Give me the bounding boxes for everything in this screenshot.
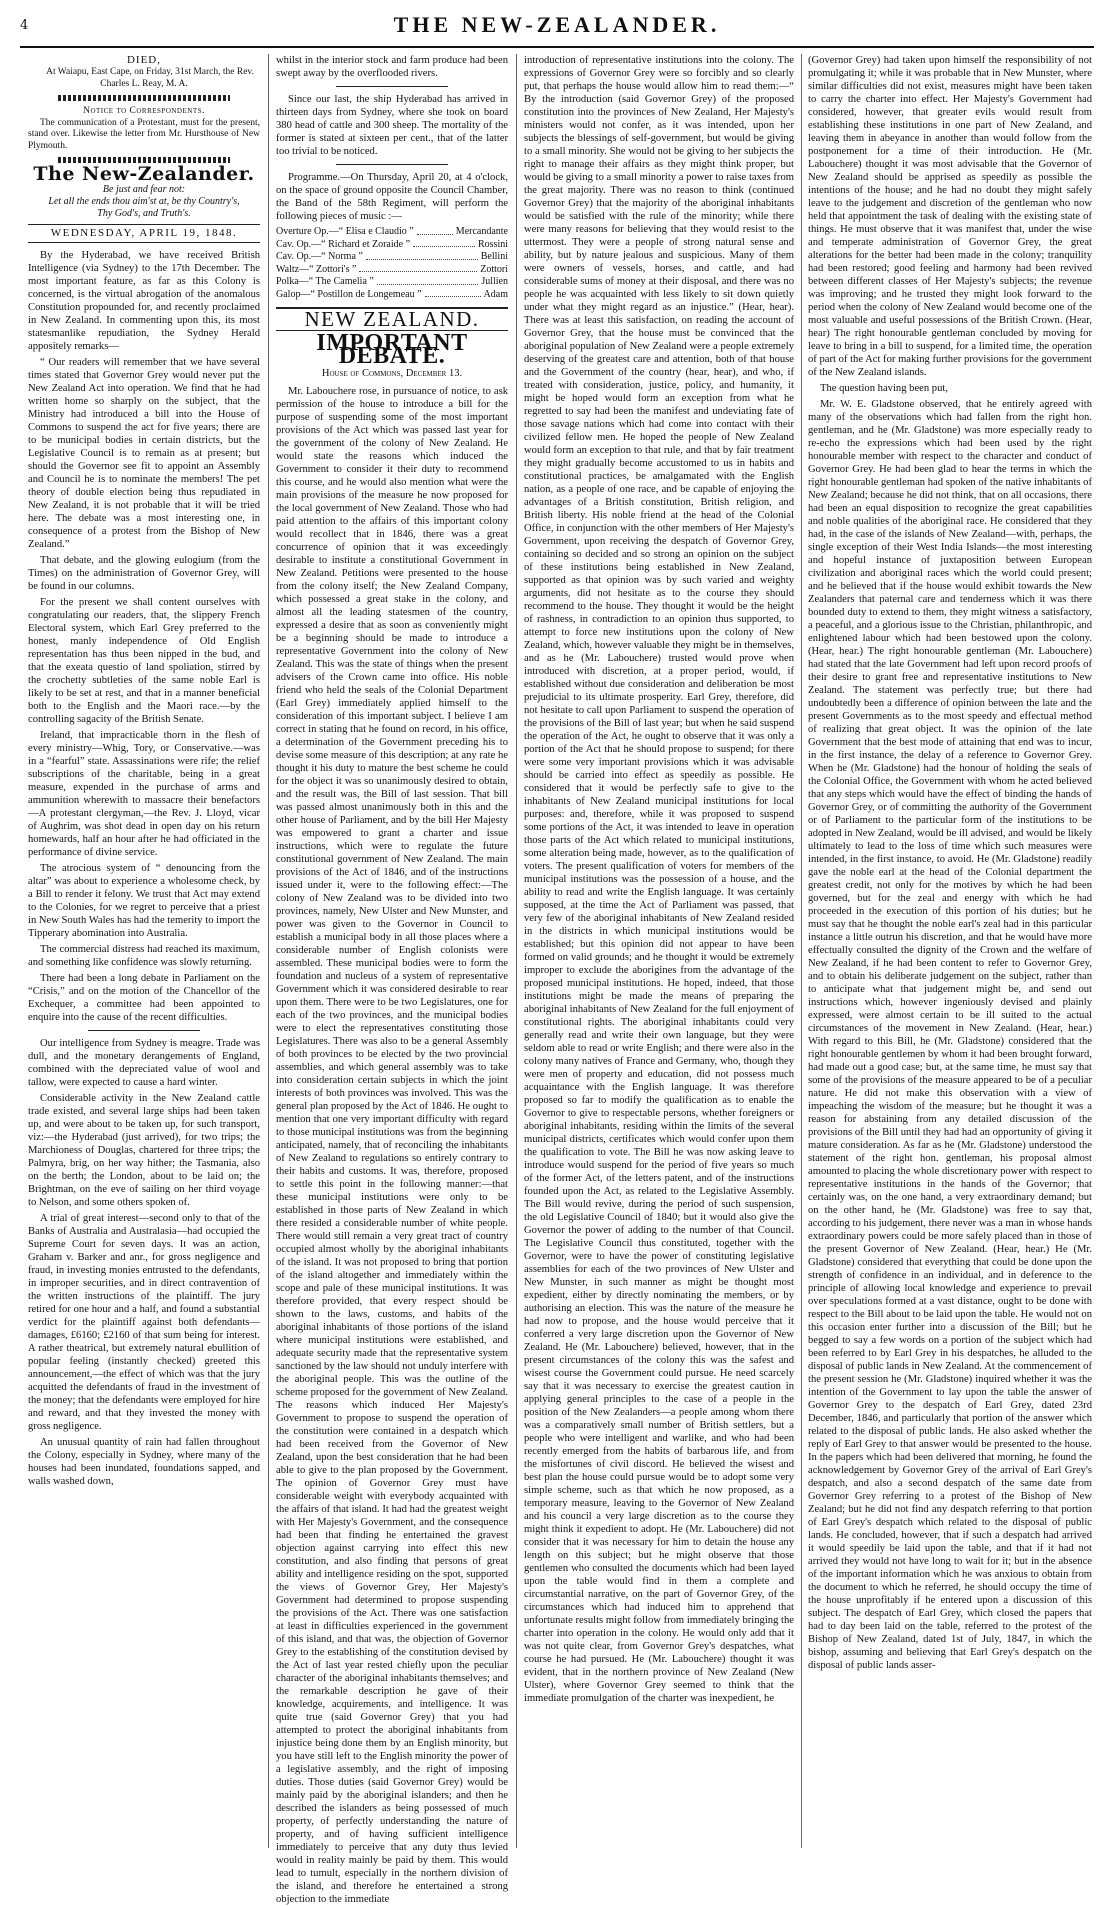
article-dateline: House of Commons, December 13. bbox=[321, 368, 463, 379]
masthead bbox=[20, 6, 1094, 48]
programme-piece: Polka—“ The Camelia ” bbox=[276, 276, 374, 287]
section-rule bbox=[336, 86, 448, 87]
died-heading: DIED, bbox=[126, 54, 162, 66]
programme-item bbox=[276, 264, 508, 277]
programme-piece: Overture Op.—“ Elisa e Claudio ” bbox=[276, 226, 414, 237]
paper-name-heading: The New-Zealander. bbox=[33, 163, 255, 185]
newspaper-title: THE NEW-ZEALANDER. bbox=[393, 12, 721, 37]
column-divider bbox=[268, 54, 269, 1848]
programme-item bbox=[276, 276, 508, 289]
programme-piece: Waltz—“ Zottori's ” bbox=[276, 263, 357, 275]
article-paragraph: A trial of great interest—second only to that of the Banks of Australia and Australasia—had occupied the Supreme Court for seven days. It was an action, Graham v. Barker and anr., for gross negligence and fraud, in investing monies entrusted to the defendants, in improper securities, and in direct contravention of the written instructions of the plaintiff. The jury retired for one hour and a half, and found a substantial verdict for the plaintiff against both defendants—damages, £6160; £2160 of that sum being for interest. A rather theatrical, but extremely natural ebullition of popular feeling (instantly checked) greeted this announcement,—the effect of which was that the jury acquitted the defendants of fraud in the investment of the money; that the defendants were employed for hire and reward, and that they invested the money with gross negligence. bbox=[28, 1213, 260, 1432]
column-3 bbox=[524, 54, 794, 1850]
column-4 bbox=[808, 54, 1092, 1850]
article-paragraph: The commercial distress had reached its maximum, and something like confidence was slowly returning. bbox=[28, 944, 260, 968]
section-rule bbox=[336, 164, 448, 165]
article-paragraph: Ireland, that impracticable thorn in the flesh of every ministry—Whig, Tory, or Conservative.—was in a “fearful” state. Assassinations were rife; the relief subscriptions of the charitable, being in a great measure, expended in the purchase of arms and ammunition wherewith to massacre their benefactors—A protestant clergyman,—the Rev. J. Lloyd, vicar of Aughrim, was shot dead in open day on his return homewards, half an hour after he had officiated in the performance of divine service. bbox=[28, 730, 260, 858]
motto-line: Thy God's, and Truth's. bbox=[97, 208, 191, 219]
article-paragraph: “ Our readers will remember that we have several times stated that Governor Grey would never put the New Zealand Act into operation. We find that he had written home so sharply on the subject, that the Ministry had introduced a bill into the House of Commons to suspend the act for five years; there are to be municipal bodies in certain districts, but the Legislative Council is to remain as at present; but should the Governor see fit to appoint an Assembly and Council he is to nominate the members! The pet theory of double election being thus repudiated in New Zealand, it is not probable that it will be tried here. The debate was a most interesting one, in consequence of a protest from the Bishop of New Zealand.” bbox=[28, 357, 260, 550]
motto-line: Be just and fear not: bbox=[102, 184, 186, 195]
column-1 bbox=[28, 54, 260, 1850]
article-paragraph: Since our last, the ship Hyderabad has arrived in thirteen days from Sydney, where she took on board 380 head of cattle and 300 sheep. The mortality of the former is stated at sixteen per cent., that of the latter too trivial to be noticed. bbox=[276, 94, 508, 157]
article-paragraph: That debate, and the glowing eulogium (from the Times) on the administration of Governor Grey, will be found in our columns. bbox=[28, 555, 260, 592]
programme-composer: Rossini bbox=[477, 238, 508, 250]
article-paragraph: The question having been put, bbox=[820, 383, 948, 394]
programme-piece: Cav. Op.—“ Richard et Zoraide ” bbox=[276, 238, 411, 250]
article-paragraph: There had been a long debate in Parliament on the “Crisis,” and on the motion of the Chancellor of the Exchequer, a committee had been appointed to enquire into the cause of the recent difficulties. bbox=[28, 973, 260, 1023]
programme-item bbox=[276, 239, 508, 252]
article-paragraph: Considerable activity in the New Zealand cattle trade existed, and several large ships had been taken up, and were about to be taken up, for such transport, viz:—the Hyderabad (just arrived), for two trips; the Marchioness of Douglas, chartered for three trips; the Palmyra, brig, on her way hither; the Tasmania, also on the berth; the London, about to be laid on; the Brightman, on the eve of sailing on her third voyage to Nelson, and some others spoken of. bbox=[28, 1093, 260, 1208]
column-divider bbox=[801, 54, 802, 1848]
programme-intro: Programme.—On Thursday, April 20, at 4 o'clock, on the space of ground opposite the Council Chamber, the Band of the 58th Regiment, will perform the following pieces of music :— bbox=[276, 172, 508, 222]
article-paragraph: For the present we shall content ourselves with congratulating our readers, that, the slippery French Electoral system, which Earl Grey preferred to the honest, manly independence of Old English representation has thus been nipped in the bud, and that the exeata questio of land spoliation, stirred by the crochetty subtleties of the same noble Earl is likely to be set at rest, and that in a manner beneficial both to the English and the Maori race.—by the controlling sagacity of the British Senate. bbox=[28, 597, 260, 725]
programme-composer: Zottori bbox=[480, 263, 508, 275]
article-paragraph: By the Hyderabad, we have received British Intelligence (via Sydney) to the 17th December. The most important feature, as far as this Colony is concerned, is the virtual abrogation of the anomalous Constitution propounded for, and recently proclaimed in New Zealand. In commenting upon this, its most statesmanlike repudiation, the Sydney Herald appositely remarks— bbox=[28, 250, 260, 352]
article-paragraph: The atrocious system of “ denouncing from the altar” was about to experience a wholesome check, by a Bill to render it felony. We trust that Act may extend to the Colonies, for we regret to perceive that a priest in New South Wales has had the temerity to import the Tipperary abomination into Australia. bbox=[28, 863, 260, 939]
column-divider bbox=[516, 54, 517, 1848]
programme-item bbox=[276, 251, 508, 264]
programme-composer: Jullien bbox=[481, 276, 508, 287]
article-paragraph: Mr. Labouchere rose, in pursuance of notice, to ask permission of the house to introduce a bill for the purpose of suspending some of the most important provisions of the Act which was passed last year for the government of the colony of New Zealand. He would state the reasons which induced the Government to consider it their duty to recommend this course, and he would also mention what were the main provisions of the measure he now proposed for the local government of New Zealand. Those who had paid attention to the affairs of this important colony would recollect that in 1846, there was a great concurrence of opinion that it was exceedingly desirable to institute a constitutional Government in New Zealand. Petitions were presented to the house from the colony itself; the New Zealand Company, which possessed a great stake in the colony, and almost all the leading statesmen of the country, expressed a desire that as soon as conveniently might be a beginning should be made to introduce a representative Government into the colony of New Zealand. This was the state of things when the present advisers of the Crown came into office. His noble friend who held the seals of the Colonial Department (Earl Grey) immediately applied himself to the consideration of this important subject. I believe I am correct in stating that he found on record, in his office, a determination of the Government preceding his to devise some measure of this description; at any rate he thought it his duty to mature the best scheme he could for the object it was so unanimously desired to obtain, and the result was, the Bill of last session. That bill was passed almost unanimously both in this and the other house of Parliament, and by the bill Her Majesty was empowered to grant a charter and issue instructions, which were to regulate the future constitutional government of New Zealand. The main provisions of the Act of 1846, and of the instructions issued under it, were to the following effect:—The colony of New Zealand was to be divided into two provinces, namely, New Ulster and New Munster, and power was given to the Governor in Council to establish a municipal body in all those places where a considerable number of English colonists were assembled. These municipal bodies were to form the foundation and nucleus of a system of representative Government which it was considered desirable to rear upon them. There were to be two Legislatures, one for each of the two provinces, and the municipal bodies were to elect the representatives constituting those Legislatures. There was also to be a general Assembly of both provinces to be elected by the two provincial assemblies, and which general assembly was to take into consideration certain subjects in which the joint interests of both provinces was involved. This was the general plan proposed by the Act of 1846. He ought to mention that one very important difficulty with regard to those municipal institutions was from the beginning anticipated, namely, that of reconciling the inhabitants of New Zealand to regulations so entirely contrary to their habits and customs. It was, therefore, proposed to settle this point in the following manner:—that these municipal institutions were only to be established in those parts of New Zealand in which there resided a considerable number of white people. There would still remain a very great tract of country occupied almost wholly by the aboriginal inhabitants of the island. It was not proposed to bring that portion of the island altogether and immediately within the scope and pale of these municipal institutions. It was therefore provided, that every respect should be shown to the laws, customs, and habits of the aboriginal inhabitants of those portions of the island where municipal institutions were established, and adequate security made that the representative system sanctioned by the law should not unduly interfere with the aboriginal people. This was the outline of the scheme proposed for the government of New Zealand. The reasons which induced Her Majesty's Government to propose to suspend the operation of the constitution were contained in a despatch which had been received from the Governor of New Zealand, upon the best consideration that he had been able to give to the plan proposed by the Government. The opinion of Governor Grey must have considerable weight with everybody acquainted with the affairs of that island. It had had the greatest weight with Her Majesty's Government, and the consequence had been that finding he entertained the gravest objection against carrying into effect this new constitution, and also finding that persons of great ability and intelligence residing on the spot, supported the views of Governor Grey, Her Majesty's Government had determined to propose suspending the provisions of the Act. There was one satisfaction at least in difficulties experienced in the government of this island, and that was, the objection of Governor Grey to the establishing of the constitution devised by the Act of last year rested chiefly upon the peculiar character of the aboriginal inhabitants themselves; and the remarkable description he gave of their knowledge, acquirements, and intelligence. It was quite true (said Governor Grey) that you had attempted to protect the aboriginal inhabitants from injustice being done them by an English minority, but you have still left to the English minority the power of a legislative assembly, and the right of imposing duties. Those duties (said Governor Grey) would be mainly paid by the aboriginal islanders; and then he described the islanders as being possessed of much property, of perfectly understanding the nature of property, and of having sufficient intelligence immediately to perceive that any duty thus levied would in reality mainly be paid by them. This would lead to tumult, especially in the northern division of the island, and therefore he entertained a strong objection to the immediate bbox=[276, 386, 508, 1905]
article-paragraph: Mr. W. E. Gladstone observed, that he entirely agreed with many of the observations which had fallen from the right hon. gentleman, and he (Mr. Gladstone) was more especially ready to re-echo the expressions which had been used by the right honourable member with respect to the character and conduct of Governor Grey. He had been glad to hear the terms in which the right honourable gentleman had spoken of the native inhabitants of New Zealand; because he did not think, that on all occasions, there had been an equal disposition to recognize the great capabilities and noble qualities of the aboriginal race. He considered that they had, in the case of the islands of New Zealand—with, perhaps, the single exception of their West India Islands—the most interesting and hopeful instance of juxtaposition between European civilization and aboriginal races which the world could present; and he believed that if the house would exhibit towards the New Zealanders that paternal care and tenderness which it was there bounded duty to extend to them, they might witness a satisfactory, a peaceful, and a glorious issue to the Christian, philanthropic, and enlightened labour which had been bestowed upon the colony. (Hear, hear.) The right honourable gentleman (Mr. Labouchere) had stated that the late Government had left upon record proofs of their desire to grant free and representative institutions to New Zealand. The statement was perfectly true; but there had undoubtedly been a difference of opinion between the late and the present Governments as to the most speedy and effectual method of realizing that great object. It was the opinion of the late Government that the best mode of attaining that end was to incur, in the first instance, the delay of a reference to Governor Grey. When he (Mr. Gladstone) had the honour of holding the seals of the Colonial Office, the Government with whom he acted believed that any steps which would have the effect of binding the hands of Governor Grey, or of committing the authority of the Government or of Parliament to the particular form of the institutions to be adopted in New Zealand, would be ill advised, and would be likely ultimately to lead to the loss of time which such measures were intended, in the first instance, to avoid. He (Mr. Gladstone) readily gave the noble earl at the head of the Colonial department the greatest credit, not only for the motives by which he had been governed, but for the zeal and energy with which he had proceeded in the execution of this portion of his duties; but he must say that he thought the noble earl's zeal had in this particular instance a little outrun his discretion, and that he would have more effectually consulted the dignity of the Crown and the welfare of New Zealand, if he had been content to refer to Governor Grey, and to obtain his deliberate judgement on the subject, rather than to anticipate what that judgement might be, and send out instructions which, however ingeniously devised and plainly expressed, were almost certain to be ill suited to the actual circumstances of the movement in New Zealand. (Hear, hear.) With regard to this Bill, he (Mr. Gladstone) considered that the right honourable gentlemen by whom it had been brought forward, had made out a good case; but, at the same time, he must say that some of the provisions of the measure appeared to be of a peculiar nature. He did not make this observation with a view of impeaching the wisdom of the measure; but he thought it was a reason for abstaining from any detailed discussion of the provisions of the Bill until they had had an opportunity of giving it mature consideration. As far as he (Mr. Gladstone) understood the statement of the right hon. gentleman, his proposal almost amounted to placing the whole discretionary power with respect to representative institutions in the hands of the Governor; that certainly was, on the one hand, a very extraordinary demand; but on the other hand, he (Mr. Gladstone) was free to say that, according to his judgement, there never was a man in whose hands extraordinary powers could be more safely placed than in those of the present Governor of New Zealand. (Hear, hear.) He (Mr. Gladstone) considered that everything that could be done upon the strength of confidence in an individual, and in deference to the principle of allowing local knowledge and experience to prevail over speculations formed at a vast distance, ought to be done with respect to the Bill about to be laid upon the table. He would not on this occasion enter further into a discussion of the Bill; but he begged to say a few words on a portion of the subject which had been referred to by Earl Grey in his despatches, he alluded to the disposal of public lands in New Zealand. At the commencement of the present session he (Mr. Gladstone) inquired whether it was the intention of the Government to lay upon the table the answer of Governor Grey to the despatch of Earl Grey, dated 23rd December, 1846, and particularly that portion of the answer which related to the disposal of public lands. He also asked whether the reply of Earl Grey to that answer would be presented to the house. In the papers which had been delivered that morning, he found the acknowledgement by Governor Grey of the arrival of Earl Grey's despatch, and also a second despatch of the same date from Governor Grey referring to a protest of the Bishop of New Zealand; but he did not find any despatch referring to that portion of Earl Grey's despatch which related to the disposal of public lands. He concluded, however, that if such a despatch had arrived it would speedily be laid upon the table, and that if it had not arrived they would not have long to wait for it; but in the absence of the important information which he was anxious to obtain from the document to which he referred, he should occupy the time of the house unprofitably if he entered upon a discussion of this subject. The despatch of Earl Grey, which closed the papers that had to day been laid on the table, referred to the protest of the Bishop of New Zealand, dated 1st of July, 1847, in which the bishop, assuming and believing that Earl Grey's despatch on the disposal of public lands asser- bbox=[808, 399, 1092, 1671]
article-paragraph: (Governor Grey) had taken upon himself the responsibility of not promulgating it; while it was probable that in New Munster, where similar difficulties did not exist, measures might have been taken to carry the charter into effect. Her Majesty's Government had considered, however, that greater evils would result from establishing these institutions in one part of New Zealand, and leaving them in abeyance in another than would follow from the postponement for a time of their introduction. He (Mr. Labouchere) thought it was most advisable that the Governor of New Zealand should be apprised as speedily as possible the intentions of the house; and he had no doubt they might safely leave to the judgement and discretion of the gentleman who now held that appointment the task of dealing with the existing state of things. He must observe that it was manifest that, under the wise and temperate administration of Governor Grey, the great alterations for the better had been made in the colony; tranquility had been restored; good feeling and harmony had been revived between different classes of Her Majesty's subjects; the revenue was improving; and he trusted they might look forward to the period when the colony of New Zealand would become one of the most valuable and useful possessions of the British Crown. (Hear, hear) The right honourable gentleman concluded by moving for leave to bring in a bill to suspend, for a limited time, the operation of part of the Act for making further provisions for the government of the New Zealand islands. bbox=[808, 55, 1092, 378]
section-rule bbox=[88, 1030, 200, 1031]
programme-composer: Bellini bbox=[480, 251, 508, 262]
page-number: 4 bbox=[20, 18, 29, 33]
article-paragraph: introduction of representative institutions into the colony. The expressions of Governor Grey were so forcibly and so clearly put, that perhaps the house would allow him to read them:—“ By the introduction (said Governor Grey) of the proposed constitution into the provinces of New Zealand, Her Majesty's ministers would not confer, as it was intended, upon her subjects the blessings of self-government, but would be giving to a small minority. She would not be giving to her subjects the right to manage their affairs as they might think proper, but would be giving to a small minority a power to raise taxes from the great majority. There was no reason to think (continued Governor Grey) that the majority of the aboriginal inhabitants would be satisfied with the rule of the minority; while there were many reasons for believing that they would resist to the uttermost. They were a people of strong natural sense and ability, but by nature jealous and suspicious. Many of them were owners of vessels, horses, and cattle, and had considerable sums of money at their disposal, and there was no people he was acquainted with less likely to sit down quietly under what they might regard as an injustice.” (Hear, hear). There was at least this satisfaction, on reading the account of Governor Grey, that the house must be convinced that the aboriginal population of New Zealand were a people extremely deserving of the greatest care and attention, both of that house and the Government of the country (hear, hear), and who, if treated with consideration, justice, policy, and humanity, it might be hoped would form an exception from what he regretted to say had been the manifest and undeviating fate of those savage nations which had come into contact with their civilized fellow men. He hoped the people of New Zealand would form an exception to that rule, and that by fair treatment they might gradually become accustomed to us in habits and constitutional practices, be amalgamated with the English nation, as a people of one race, and be capable of enjoying the advantages of a British constitution, British religion, and British liberty. His noble friend at the head of the Colonial Office, in conjunction with the other members of Her Majesty's Government, upon receiving the despatch of Governor Grey, containing so decided and so strong an opinion on the subject of these institutions being established in New Zealand, supported as that opinion was by such varied and weighty arguments, did not hesitate as to the course they should recommend to the house. They thought it would be the height of rashness, in contradiction to an opinion thus supported, to attempt to force new institutions upon the colony of New Zealand, which, however valuable they might be in themselves, and as he (Mr. Labouchere) trusted would prove when introduced with discretion, at a proper period, would, if established without due consideration and deliberation be most prejudicial to its ultimate prosperity. Earl Grey, therefore, did not hesitate to call upon Parliament to suspend the operation of the provisions of the Bill of last year; but when he said suspend the operation of the Act, he ought to observe that it was only a portion of the Act that he should propose to suspend; for there were some very important provisions which it was advisable should be carried into effect as speedily as possible. He considered that it would be perfectly safe to give to the inhabitants of New Zealand municipal institutions for local purposes: and, therefore, while it was proposed to suspend some portions of the Act, it was intended to leave in operation those parts of the Act which related to municipal institutions, some alteration being made, however, as to the qualification of voters. The present qualification of voters for members of the municipal institutions was the possession of a house, and the ability to read and write the English language. It was certainly supposed, at the time the Act of Parliament was passed, that very few of the aboriginal inhabitants of New Zealand resided in the districts in which municipal institutions would be established; but this opinion did not appear to have been formed on valid grounds; and he thought it would be extremely improper to exclude the aborigines from the advantage of the proposed municipal institutions. He hoped, indeed, that those institutions might be made the means of preparing the aboriginal inhabitants of New Zealand for the full enjoyment of constitutional rights. The aboriginal inhabitants could very generally read and write their own language, but they were seldom able to read or write English; and there were also in the colony many natives of France and Germany, who, though they were men of property and education, did not possess much acquaintance with the English language. It was therefore proposed so far to modify the qualification as to enable the Governor to give to respectable persons, whether foreigners or aboriginal inhabitants, residing within the limits of the several municipal districts, certificates which would confer upon them the qualification to vote. The Bill he was now asking leave to introduce would suspend for the period of five years so much of the former Act, of the letters patent, and of the instructions founded upon the Act, as related to the Legislative Assembly. The Bill would revive, during the period of such suspension, the old Legislative Council of 1840; but it would also give the Governor the power of adding to the number of that Council. The Legislative Council thus constituted, together with the Governor, were to have the power of constituting legislative assemblies for each of the two provinces of New Ulster and New Munster, in such manner as might be thought most expedient, either by directly nominating the members, or by authorising an election. This was the nature of the measure he had now to propose, and the house would perceive that it conferred a very large discretion upon the Governor of New Zealand. He (Mr. Labouchere) believed, however, that in the present circumstances of the colony this was the safest and wisest course the Government could pursue. He need scarcely say that it was necessary to exercise the greatest caution in applying general principles to the case of a people in the position of the New Zealanders—a people among whom there was a comparatively small number of British settlers, but a people who were intelligent and warlike, and who had been recently emerged from the habits of barbarous life, and from the misfortunes of civil discord. He believed the wisest and best plan the house could pursue would be to adopt some very simple scheme, such as that which he now proposed, as a temporary measure, leaving to the Governor of New Zealand and his council a very large discretion as to the course they might think it expedient to adopt. He (Mr. Labouchere) did not consider that it was necessary for him to detain the house any length on this subject; but he might observe that those gentlemen who consulted the documents which had been layed upon the table would find in them a complete and circumstantial narrative, on the part of Governor Grey, of the circumstances which had induced him to apprehend that unfortunate results might follow from immediately bringing the charter into operation in the colony. He would only add that it was not quite clear, from Governor Grey's despatches, what course he had pursued. He (Mr. Labouchere) thought it was evident, that in the northern province of New Zealand (New Ulster), where Governor Grey seemed to think that the immediate promulgation of the charter was inexpedient, he bbox=[524, 55, 794, 1704]
ornamental-rule bbox=[58, 95, 230, 101]
programme-item bbox=[276, 226, 508, 239]
article-paragraph: whilst in the interior stock and farm produce had been swept away by the overflooded rivers. bbox=[276, 55, 508, 79]
programme-piece: Cav. Op.—“ Norma ” bbox=[276, 251, 363, 262]
motto-line: Let all the ends thou aim'st at, be thy Country's, bbox=[48, 196, 240, 207]
programme-list bbox=[276, 226, 508, 301]
died-notice: At Waiapu, East Cape, on Friday, 31st March, the Rev. Charles L. Reay, M. A. bbox=[46, 67, 254, 89]
issue-date: WEDNESDAY, APRIL 19, 1848. bbox=[28, 224, 260, 243]
programme-item bbox=[276, 289, 508, 302]
programme-composer: Mercandante bbox=[455, 226, 508, 237]
programme-piece: Galop—“ Postillon de Longemeau ” bbox=[276, 288, 422, 300]
article-paragraph: Our intelligence from Sydney is meagre. Trade was dull, and the monetary derangements of England, combined with the depreciated value of wool and tallow, were expected to cause a hard winter. bbox=[28, 1038, 260, 1088]
article-headline: IMPORTANT DEBATE. bbox=[316, 330, 468, 369]
section-heading: NEW ZEALAND. bbox=[276, 307, 508, 331]
notice-text: The communication of a Protestant, must for the present, stand over. Likewise the letter from Mr. Hursthouse of New Plymouth. bbox=[28, 117, 260, 151]
column-2 bbox=[276, 54, 508, 1905]
programme-composer: Adam bbox=[483, 288, 508, 300]
notice-heading: Notice to Correspondents. bbox=[83, 106, 205, 116]
article-paragraph: An unusual quantity of rain had fallen throughout the Colony, especially in Sydney, where many of the houses had been inundated, foundations sapped, and walls washed down, bbox=[28, 1437, 260, 1487]
